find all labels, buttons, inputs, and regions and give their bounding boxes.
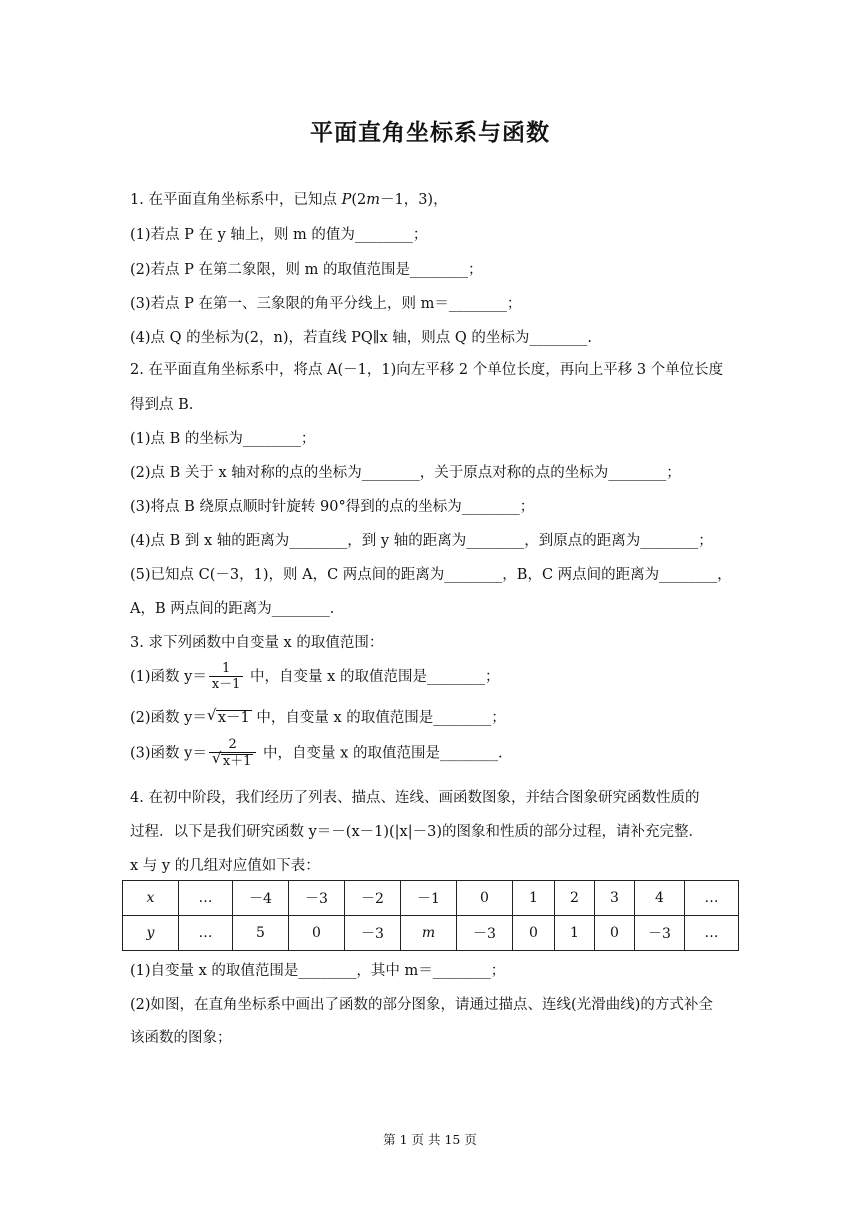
q3-part-2	[130, 708, 506, 728]
q3-part-1-fraction	[209, 662, 244, 692]
table-cell: 0	[595, 916, 635, 951]
q2-part-4: (4)点 B 到 x 轴的距离为________，到 y 轴的距离为________，到原点的距离为________；	[130, 533, 713, 549]
table-cell: …	[685, 881, 739, 916]
q4-part-2-line-1: (2)如图，在直角坐标系中画出了函数的部分图象，请通过描点、连线(光滑曲线)的方式补全	[130, 997, 713, 1013]
row-header-y: y	[146, 925, 155, 941]
q1-part-2: (2)若点 P 在第二象限，则 m 的取值范围是________；	[130, 262, 483, 278]
q3-part-1-suffix: 中，自变量 x 的取值范围是________；	[245, 669, 500, 685]
table-cell: －2	[345, 881, 401, 916]
q2-part-3: (3)将点 B 绕原点顺时针旋转 90°得到的点的坐标为________；	[130, 499, 535, 515]
table-row-y	[123, 916, 739, 951]
page-footer: 第 1 页 共 15 页	[383, 1132, 477, 1147]
q4-stem-line-2: 过程．以下是我们研究函数 y＝－(x－1)(|x|－3)的图象和性质的部分过程，请补充完整．	[130, 824, 704, 840]
q1-stem-point: P	[341, 192, 352, 208]
radicand: x－1	[217, 710, 250, 726]
table-cell: 2	[555, 881, 595, 916]
table-cell	[123, 916, 179, 951]
page-title: 平面直角坐标系与函数	[310, 120, 550, 146]
q1-stem-text-b: (2	[351, 192, 367, 208]
table-cell: 0	[513, 916, 555, 951]
table-cell: 1	[513, 881, 555, 916]
q2-part-2: (2)点 B 关于 x 轴对称的点的坐标为________，关于原点对称的点的坐标为________；	[130, 465, 681, 481]
q2-stem-line-2: 得到点 B.	[130, 397, 194, 413]
table-cell: 0	[457, 881, 513, 916]
table-cell: …	[179, 916, 233, 951]
sqrt-icon: √	[206, 706, 217, 724]
q4-part-2-line-2: 该函数的图象；	[130, 1030, 232, 1046]
q3-part-2-prefix: (2)函数 y＝	[130, 710, 207, 726]
q1-part-3: (3)若点 P 在第一、三象限的角平分线上，则 m＝________；	[130, 296, 522, 312]
unknown-m: m	[421, 925, 436, 941]
fraction-denominator: x－1	[211, 677, 241, 692]
radicand: x＋1	[222, 754, 252, 769]
fraction-denominator	[209, 749, 257, 769]
q1-stem-text-c: －1，3)，	[379, 192, 448, 208]
q2-part-5-line-1: (5)已知点 C(－3，1)，则 A，C 两点间的距离为________，B，C 两点间的距离为________，	[130, 567, 732, 583]
q1-part-4: (4)点 Q 的坐标为(2，n)，若直线 PQ∥x 轴，则点 Q 的坐标为________.	[130, 330, 592, 346]
q3-part-1	[130, 662, 499, 692]
table-cell: －1	[401, 881, 457, 916]
q1-stem-text-a: 1. 在平面直角坐标系中，已知点	[130, 192, 342, 208]
q3-part-2-radical	[207, 708, 252, 728]
q3-part-3-radical	[211, 749, 254, 769]
table-cell: …	[179, 881, 233, 916]
q2-stem-line-1: 2. 在平面直角坐标系中，将点 A(－1，1)向左平移 2 个单位长度，再向上平移 3 个单位长度	[130, 362, 724, 378]
table-cell: －3	[345, 916, 401, 951]
q2-part-1: (1)点 B 的坐标为________；	[130, 431, 316, 447]
q1-stem-var: m	[366, 192, 380, 208]
table-cell	[123, 881, 179, 916]
fraction-numerator: 1	[209, 662, 244, 677]
q4-stem-line-1: 4. 在初中阶段，我们经历了列表、描点、连线、画函数图象，并结合图象研究函数性质的	[130, 790, 700, 806]
values-table	[122, 880, 739, 951]
sqrt-icon: √	[211, 749, 222, 767]
row-header-x: x	[146, 890, 155, 906]
q1-part-1: (1)若点 P 在 y 轴上，则 m 的值为________；	[130, 227, 428, 243]
table-cell: 0	[289, 916, 345, 951]
table-cell: －3	[289, 881, 345, 916]
table-row-x	[123, 881, 739, 916]
table-cell: 1	[555, 916, 595, 951]
q3-part-3-suffix: 中，自变量 x 的取值范围是________.	[258, 745, 503, 762]
table-cell	[401, 916, 457, 951]
fraction-numerator: 2	[209, 738, 257, 753]
table-cell: …	[685, 916, 739, 951]
table-cell: 3	[595, 881, 635, 916]
q3-part-3-fraction	[209, 738, 257, 769]
table-cell: －3	[457, 916, 513, 951]
table-cell: 5	[233, 916, 289, 951]
q3-part-1-prefix: (1)函数 y＝	[130, 669, 207, 685]
q4-part-1: (1)自变量 x 的取值范围是________，其中 m＝________；	[130, 963, 506, 979]
q3-part-2-suffix: 中，自变量 x 的取值范围是________；	[251, 710, 506, 726]
table-cell: －4	[233, 881, 289, 916]
q4-table-intro: x 与 y 的几组对应值如下表：	[130, 858, 320, 874]
table-cell: 4	[635, 881, 685, 916]
table-cell: －3	[635, 916, 685, 951]
q3-part-3	[130, 738, 503, 769]
q2-part-5-line-2: A，B 两点间的距离为________.	[130, 601, 335, 617]
q3-part-3-prefix: (3)函数 y＝	[130, 745, 207, 762]
q1-stem	[130, 190, 448, 210]
q3-stem: 3. 求下列函数中自变量 x 的取值范围：	[130, 635, 384, 651]
